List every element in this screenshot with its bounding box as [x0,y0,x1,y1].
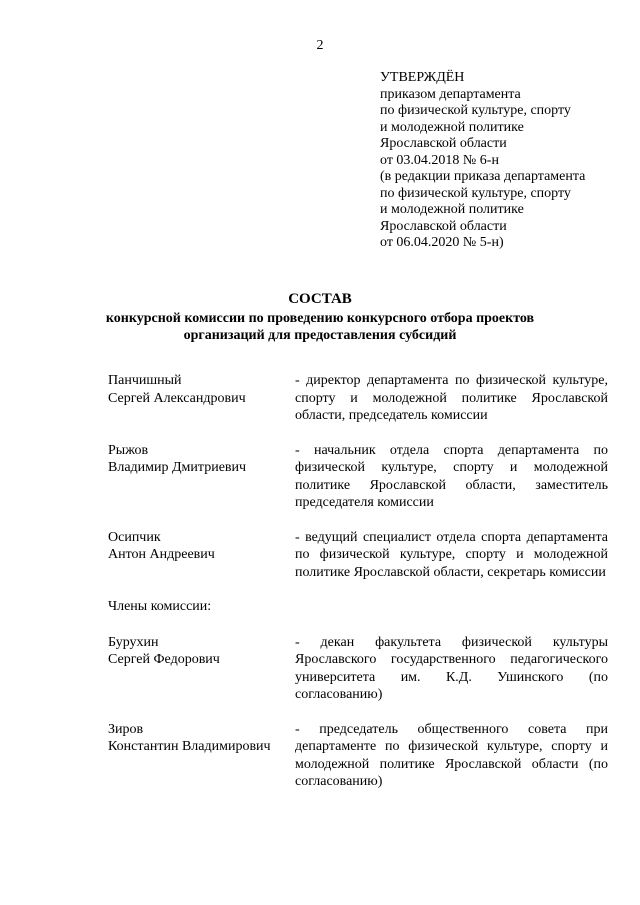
member-role: - председатель общественного совета при департаменте по физической культуре, спорту и молодежной политике Ярославской области (по согласованию) [295,721,608,789]
member-surname: Бурухин [108,634,159,650]
approval-line: Ярославской области [380,136,507,151]
approval-line: и молодежной политике [380,119,524,135]
page-number: 2 [316,38,324,53]
member-given-name: Константин Владимирович [108,739,271,754]
member-given-name: Антон Андреевич [108,547,215,562]
approval-line: Ярославской области [380,218,507,234]
member-name [108,634,295,704]
approval-line: по физической культуре, спорту [380,103,571,118]
approval-line: от 06.04.2020 № 5-н) [380,235,504,250]
approval-line: и молодежной политике [380,202,524,217]
member-surname: Рыжов [108,442,149,458]
member-given-name: Сергей Александрович [108,390,246,406]
approval-line: по физической культуре, спорту [380,185,571,201]
approval-line: приказом департамента [380,86,521,102]
commission-member-row [108,372,608,425]
member-name [108,442,295,512]
member-role: - начальник отдела спорта департамента по физической культуре, спорту и молодежной политике Ярославской области, заместитель председателя комиссии [295,442,608,510]
member-role: - директор департамента по физической культуре, спорту и молодежной политике Ярославской области, председатель комиссии [295,373,608,423]
member-surname: Зиров [108,721,144,737]
document-title: СОСТАВ [288,291,352,307]
commission-member-row [108,442,608,512]
approval-line: от 03.04.2018 № 6-н [380,152,499,168]
member-role: - декан факультета физической культуры Ярославского государственного педагогического университета им. К.Д. Ушинского (по согласованию) [295,634,608,702]
member-name [108,372,295,425]
approval-line: (в редакции приказа департамента [380,169,586,184]
document-title-block [0,290,640,344]
commission-member-row [108,721,608,791]
members-section-label: Члены комиссии: [108,599,212,614]
commission-member-row [108,634,608,704]
member-name [108,721,295,791]
commission-member-row [108,529,608,582]
member-given-name: Владимир Дмитриевич [108,460,247,475]
commission-members-list [108,372,608,808]
member-surname: Осипчик [108,529,161,545]
approval-stamp-block [380,70,630,252]
member-name [108,529,295,582]
member-surname: Панчишный [108,373,182,388]
member-given-name: Сергей Федорович [108,652,220,667]
document-subtitle-line: организаций для предоставления субсидий [183,328,457,343]
member-role: - ведущий специалист отдела спорта департамента по физической культуре, спорту и молодежной политике Ярославской области, секретарь комиссии [295,529,608,580]
approval-line: УТВЕРЖДЁН [380,70,465,85]
document-subtitle-line: конкурсной комиссии по проведению конкурсного отбора проектов [105,311,535,326]
